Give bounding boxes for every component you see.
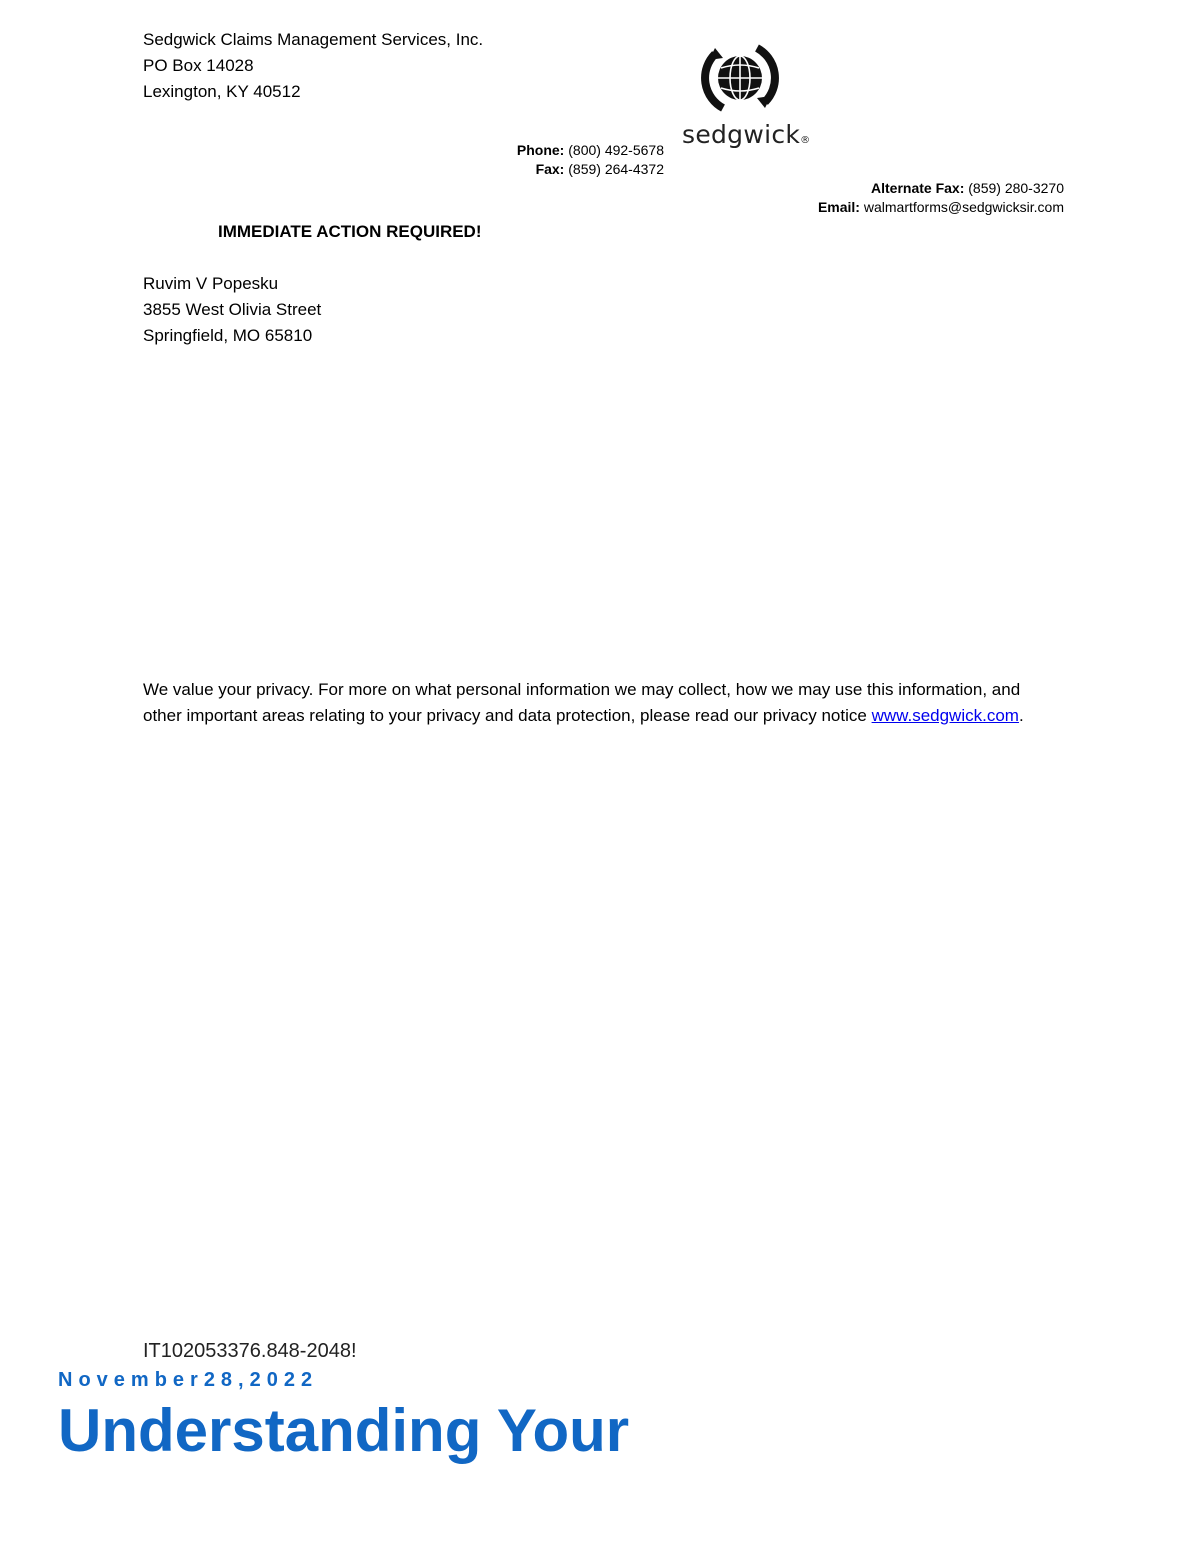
privacy-notice <box>143 677 1063 729</box>
letter-date: November28,2022 <box>58 1369 319 1391</box>
recipient-city: Springfield, MO 65810 <box>143 326 313 345</box>
sender-company: Sedgwick Claims Management Services, Inc. <box>143 30 484 49</box>
privacy-after: . <box>1018 706 1024 725</box>
phone-label: Phone: <box>516 142 565 158</box>
document-code: IT102053376.848-2048! <box>143 1340 357 1362</box>
privacy-link[interactable]: www.sedgwick.com <box>871 706 1019 725</box>
contact-phone-fax <box>517 141 664 179</box>
sender-address-line2: Lexington, KY 40512 <box>143 82 301 101</box>
logo-registered-mark: ® <box>800 135 811 146</box>
recipient-street: 3855 West Olivia Street <box>143 300 322 319</box>
contact-alternate <box>818 179 1064 217</box>
action-heading: IMMEDIATE ACTION REQUIRED! <box>218 222 482 241</box>
globe-arrows-icon <box>701 38 779 118</box>
section-title: Understanding Your <box>58 1397 630 1464</box>
email-address: walmartforms@sedgwicksir.com <box>863 199 1064 215</box>
logo-wordmark: sedgwick <box>682 120 801 149</box>
sender-address-line1: PO Box 14028 <box>143 56 254 75</box>
recipient-address <box>143 271 321 349</box>
fax-number: (859) 264-4372 <box>568 161 664 177</box>
privacy-text: We value your privacy. For more on what personal information we may collect, how we may use this information, and other important areas relating to your privacy and data protection, please read our privacy notice <box>143 680 1021 725</box>
alt-fax-label: Alternate Fax: <box>871 180 965 196</box>
sender-address <box>143 27 483 105</box>
sedgwick-logo <box>682 38 817 149</box>
fax-label: Fax: <box>535 161 565 177</box>
recipient-name: Ruvim V Popesku <box>143 274 279 293</box>
phone-number: (800) 492-5678 <box>568 142 664 158</box>
alt-fax-number: (859) 280-3270 <box>968 180 1064 196</box>
email-label: Email: <box>817 199 860 215</box>
